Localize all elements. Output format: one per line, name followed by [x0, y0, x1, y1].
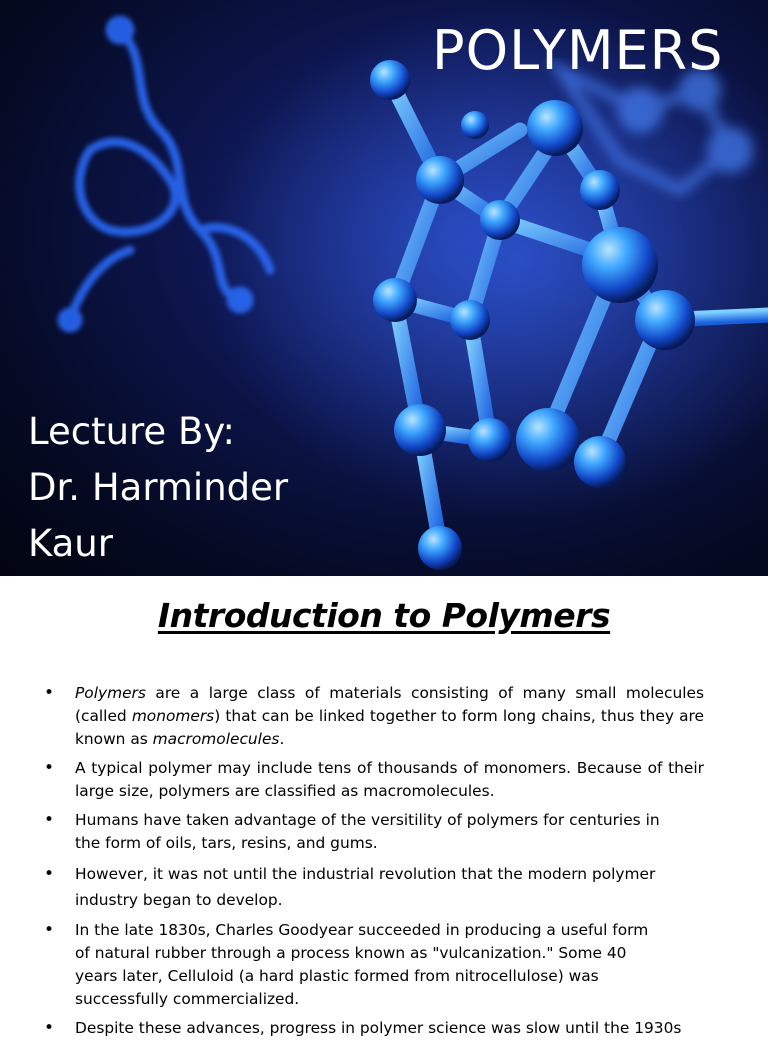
bullet-list: [40, 682, 704, 1046]
bullet-text: are a large class of materials consisting of many small molecules (called: [75, 684, 704, 725]
bullet-item: • In the late 1830s, Charles Goodyear succeeded in producing a useful form of natural rubber through a process known as "vulcanization." Some 40 years later, Celluloid (a hard plastic formed from nitrocellulose) was successfully commercialized.: [40, 919, 665, 1011]
bullet-text-italic: macromolecules: [152, 730, 280, 748]
bullet-text: .: [279, 730, 285, 748]
slide-subtitle: [28, 404, 348, 572]
bullet-text-italic: Polymers: [75, 684, 146, 702]
bullet-text-italic: monomers: [131, 707, 215, 725]
bullet-item: [40, 682, 704, 751]
bullet-item: • However, it was not until the industrial revolution that the modern polymer industry began to develop.: [40, 861, 665, 913]
slide-title: POLYMERS: [432, 19, 724, 82]
subtitle-line: Dr. Harminder: [28, 466, 289, 509]
bullet-text: ) that can be linked together to form long chains, thus they are known as: [75, 707, 704, 748]
subtitle-line: Lecture By:: [28, 410, 236, 453]
bullet-item: • Despite these advances, progress in polymer science was slow until the 1930s: [40, 1017, 704, 1040]
bullet-item: • A typical polymer may include tens of thousands of monomers. Because of their large size, polymers are classified as macromolecules.: [40, 757, 704, 803]
bullet-item: • Humans have taken advantage of the versitility of polymers for centuries in the form of oils, tars, resins, and gums.: [40, 809, 665, 855]
document-heading: Introduction to Polymers: [157, 596, 611, 635]
subtitle-line: Kaur: [28, 522, 113, 565]
